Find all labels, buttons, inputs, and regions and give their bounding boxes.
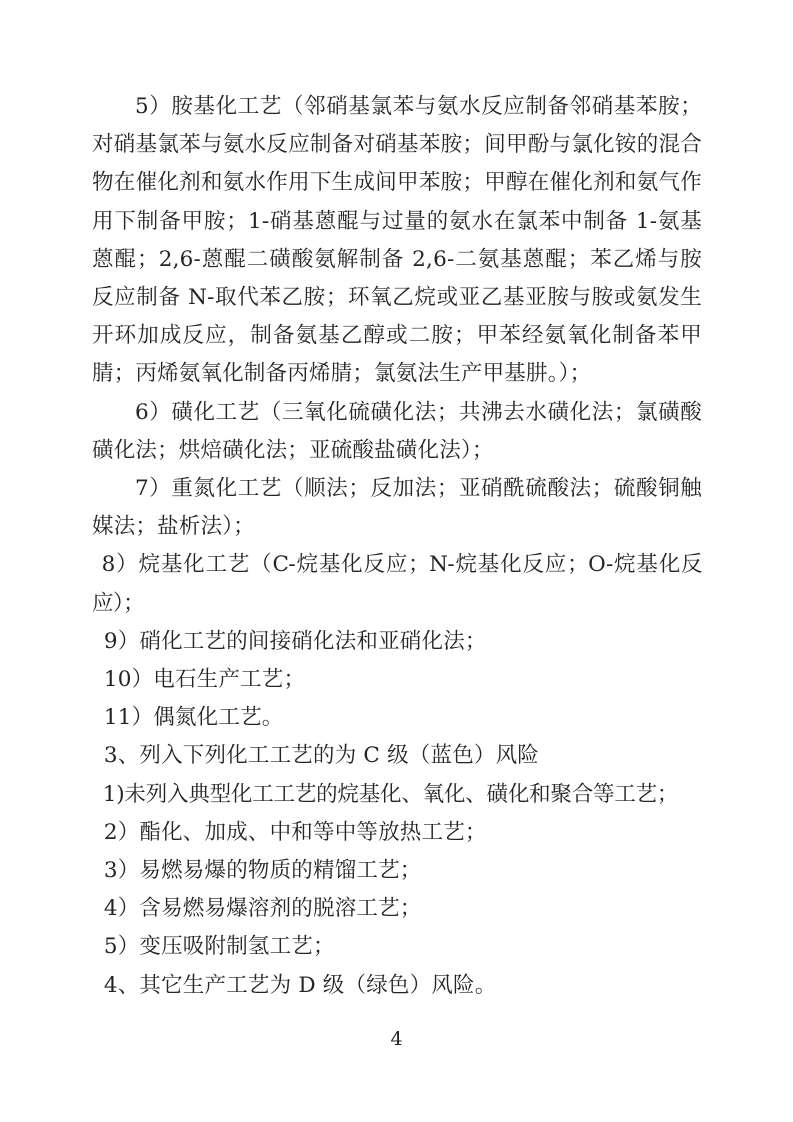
heading-section-3: 3、列入下列化工工艺的为 C 级（蓝色）风险 (103, 743, 540, 769)
heading-section-4: 4、其它生产工艺为 D 级（绿色）风险。 (103, 972, 497, 998)
paragraph-item-7-diazotization: 7）重氮化工艺（顺法；反加法；亚硝酰硫酸法；硫酸铜触媒法；盐析法）； (92, 476, 702, 540)
paragraph-item-9-nitration: 9）硝化工艺的间接硝化法和亚硝化法； (103, 628, 487, 654)
paragraph-item-6-sulfonation: 6）磺化工艺（三氧化硫磺化法；共沸去水磺化法；氯磺酸磺化法；烘焙磺化法；亚硫酸盐磺化法）； (92, 399, 702, 463)
paragraph-item-11-azotization: 11）偶氮化工艺。 (103, 705, 284, 731)
page-number: 4 (390, 1028, 403, 1050)
document-body (92, 88, 702, 1005)
paragraph-c-item-2: 2）酯化、加成、中和等中等放热工艺； (103, 819, 487, 845)
paragraph-item-10-calcium-carbide: 10）电石生产工艺； (103, 667, 306, 693)
paragraph-c-item-4: 4）含易燃易爆溶剂的脱溶工艺； (103, 896, 422, 922)
paragraph-c-item-1: 1)未列入典型化工工艺的烷基化、氧化、磺化和聚合等工艺； (102, 781, 679, 807)
paragraph-c-item-3: 3）易燃易爆的物质的精馏工艺； (103, 858, 422, 884)
paragraph-item-8-alkylation: 8）烷基化工艺（C-烷基化反应；N-烷基化反应；O-烷基化反应）； (92, 552, 702, 616)
paragraph-c-item-5: 5）变压吸附制氢工艺； (103, 934, 335, 960)
paragraph-item-5-amination: 5）胺基化工艺（邻硝基氯苯与氨水反应制备邻硝基苯胺；对硝基氯苯与氨水反应制备对硝基苯胺；间甲酚与氯化铵的混合物在催化剂和氨水作用下生成间甲苯胺；甲醇在催化剂和氨气作用下制备甲胺；1-硝基蒽醌与过量的氨水在氯苯中制备 1-氨基蒽醌；2,6-蒽醌二磺酸氨解制备 2,6-二氨基蒽醌；苯乙烯与胺反应制备 N-取代苯乙胺；环氧乙烷或亚乙基亚胺与胺或氨发生开环加成反应，制备氨基乙醇或二胺；甲苯经氨氧化制备苯甲腈；丙烯氨氧化制备丙烯腈；氯氨法生产甲基肼。）； (92, 94, 702, 387)
